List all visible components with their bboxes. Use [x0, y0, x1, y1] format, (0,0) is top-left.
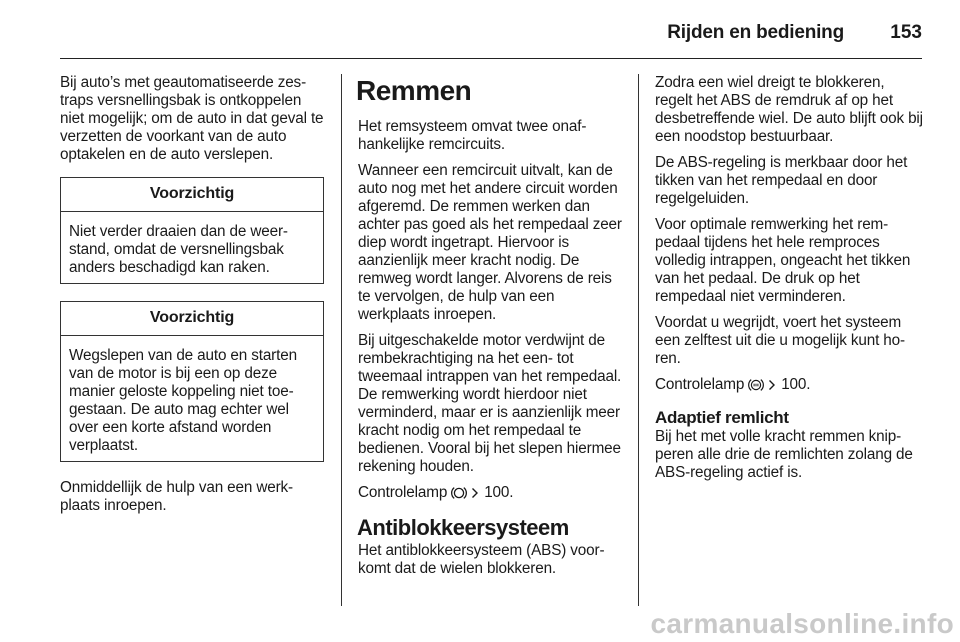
section-heading-adaptive-brake-light: Adaptief remlicht	[655, 408, 789, 427]
column-divider	[638, 74, 639, 606]
paragraph: Wanneer een remcircuit uitvalt, kan de auto nog met het andere circuit worden afgeremd. De remmen werken dan achter pas goed als het rempedaal zeer diep wordt ingetrapt. Hiervoor is aanzienlijk meer kracht nodig. De remweg wordt langer. Alvorens de reis te vervolgen, de hulp van een werkplaats inroepen.	[358, 162, 622, 323]
paragraph: Zodra een wiel dreigt te blokkeren, regelt het ABS de remdruk af op het desbetreffende wiel. De auto blijft ook bij een noodstop bestuurbaar.	[655, 74, 923, 145]
page-number: 153	[890, 22, 922, 43]
column-left	[60, 74, 324, 523]
page-reference-arrow-icon	[768, 379, 776, 391]
paragraph: Bij uitgeschakelde motor verdwijnt de rembekrachtiging na het een- tot tweemaal intrappen van het rempedaal. De remwerking wordt hierdoor niet verminderd, maar er is aanzienlijk meer kracht nodig om het rempedaal te bedienen. Vooral bij het slepen hiermee rekening houden.	[358, 332, 622, 475]
control-lamp-reference	[358, 484, 622, 502]
paragraph: Bij het met volle kracht remmen knipperen alle drie de remlichten zolang de ABS-regeling actief is.	[655, 428, 913, 481]
abs-lamp-icon	[748, 378, 764, 392]
caution-box	[60, 177, 324, 284]
caution-body	[61, 336, 323, 461]
control-lamp-page: 100.	[781, 376, 811, 393]
control-lamp-page: 100.	[484, 484, 514, 501]
caution-text: Niet verder draaien dan de weerstand, omdat de versnellingsbak anders beschadigd kan raken.	[69, 223, 288, 276]
column-right	[655, 74, 923, 490]
caution-title: Voorzichtig	[61, 178, 323, 212]
chapter-title: Rijden en bediening	[667, 22, 844, 43]
brake-warning-lamp-icon	[451, 486, 467, 500]
section-heading-abs: Antiblokkeersysteem	[357, 515, 569, 540]
watermark: carmanualsonline.info	[650, 608, 954, 639]
paragraph: Voordat u wegrijdt, voert het systeem een zelftest uit die u mogelijk kunt horen.	[655, 314, 906, 367]
outro-paragraph: Onmiddellijk de hulp van een werkplaats inroepen.	[60, 479, 294, 514]
page-header	[60, 20, 922, 59]
control-lamp-label: Controlelamp	[358, 484, 448, 501]
section-heading-remmen: Remmen	[356, 75, 472, 106]
control-lamp-reference	[655, 376, 923, 394]
paragraph: Het antiblokkeersysteem (ABS) voorkomt dat de wielen blokkeren.	[358, 542, 605, 577]
control-lamp-label: Controlelamp	[655, 376, 745, 393]
caution-box	[60, 301, 324, 462]
caution-title: Voorzichtig	[61, 302, 323, 336]
caution-body	[61, 212, 323, 283]
paragraph: De ABS-regeling is merkbaar door het tikken van het rempedaal en door regelgeluiden.	[655, 154, 908, 207]
column-divider	[341, 74, 342, 606]
caution-text: Wegslepen van de auto en starten van de motor is bij een op deze manier geloste koppeling niet toegestaan. De auto mag echter wel over een korte afstand worden verplaatst.	[69, 347, 297, 454]
page-reference-arrow-icon	[471, 487, 479, 499]
column-middle	[358, 74, 622, 586]
paragraph: Voor optimale remwerking het rempedaal tijdens het hele remproces volledig intrappen, ongeacht het tikken van het pedaal. De druk op het rempedaal niet verminderen.	[655, 216, 911, 305]
intro-paragraph: Bij auto’s met geautomatiseerde zestraps versnellingsbak is ontkoppelen niet mogelijk; om de auto in dat geval te verzetten de voorkant van de auto optakelen en de auto verslepen.	[60, 74, 324, 163]
paragraph: Het remsysteem omvat twee onafhankelijke remcircuits.	[358, 118, 587, 153]
